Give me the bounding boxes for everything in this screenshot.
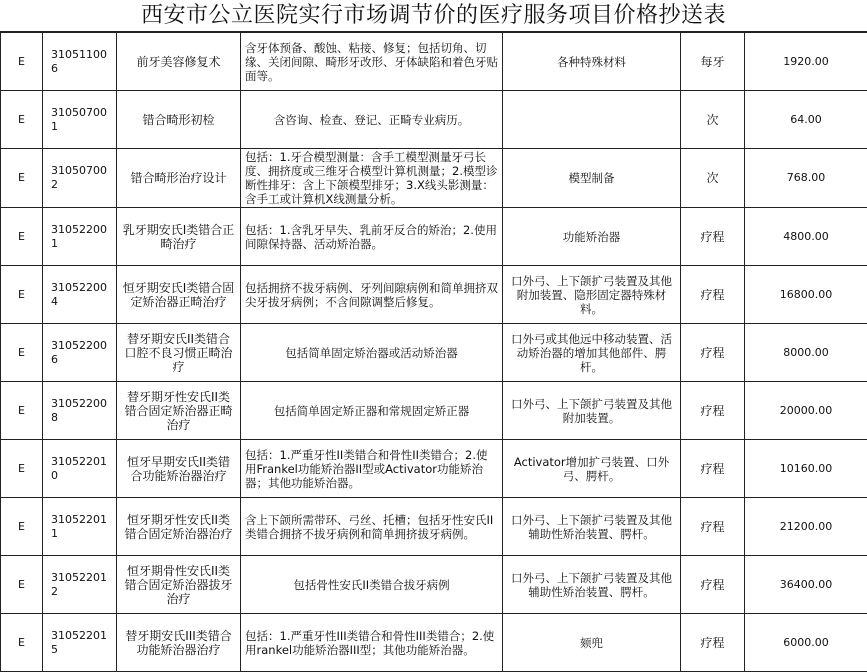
- item-code-cell: 310522006: [43, 324, 117, 382]
- unit-cell: 每牙: [681, 33, 745, 91]
- table-row: [1, 556, 867, 614]
- item-content-cell: 包括简单固定矫治器或活动矫治器: [241, 324, 503, 382]
- exceptions-cell: 口外弓、上下颌扩弓装置及其他辅助性矫治装置、腭杆。: [503, 498, 681, 556]
- item-code-cell: 310511006: [43, 33, 117, 91]
- item-name-cell: 错合畸形初检: [117, 91, 241, 149]
- item-name-cell: 恒牙早期安氏II类错合功能矫治器治疗: [117, 440, 241, 498]
- exceptions-cell: 口外弓、上下颌扩弓装置及其他附加装置、隐形固定器特殊材料。: [503, 266, 681, 324]
- unit-cell: 次: [681, 149, 745, 208]
- price-cell: 6000.00: [745, 614, 867, 672]
- price-cell: 10160.00: [745, 440, 867, 498]
- unit-cell: 疗程: [681, 266, 745, 324]
- exceptions-cell: [503, 91, 681, 149]
- item-code-cell: 310522012: [43, 556, 117, 614]
- category-cell: E: [1, 33, 43, 91]
- item-content-cell: 含上下颌所需带环、弓丝、托槽；包括牙性安氏II类错合拥挤不拔牙病例和简单拥挤拔牙病例。: [241, 498, 503, 556]
- item-content-cell: 包括拥挤不拔牙病例、牙列间隙病例和简单拥挤双尖牙拔牙病例；不含间隙调整后修复。: [241, 266, 503, 324]
- category-cell: E: [1, 324, 43, 382]
- item-name-cell: 前牙美容修复术: [117, 33, 241, 91]
- item-code-cell: 310522001: [43, 208, 117, 266]
- item-content-cell: 含咨询、检查、登记、正畸专业病历。: [241, 91, 503, 149]
- unit-cell: 疗程: [681, 208, 745, 266]
- item-name-cell: 乳牙期安氏I类错合正畸治疗: [117, 208, 241, 266]
- item-code-cell: 310522010: [43, 440, 117, 498]
- table-row: [1, 208, 867, 266]
- item-name-cell: 替牙期安氏III类错合功能矫治器治疗: [117, 614, 241, 672]
- table-row: [1, 149, 867, 208]
- exceptions-cell: 口外弓或其他远中移动装置、活动矫治器的增加其他部件、腭杆。: [503, 324, 681, 382]
- category-cell: E: [1, 91, 43, 149]
- category-cell: E: [1, 149, 43, 208]
- item-content-cell: 包括：1.牙合模型测量：含手工模型测量牙弓长度、拥挤度或三维牙合模型计算机测量；2.模型诊断性排牙：含上下颌模型排牙；3.X线头影测量：含手工或计算机X线测量分析。: [241, 149, 503, 208]
- item-name-cell: 恒牙期安氏I类错合固定矫治器正畸治疗: [117, 266, 241, 324]
- price-cell: 16800.00: [745, 266, 867, 324]
- category-cell: E: [1, 614, 43, 672]
- category-cell: E: [1, 266, 43, 324]
- item-code-cell: 310507002: [43, 149, 117, 208]
- table-row: [1, 614, 867, 672]
- exceptions-cell: 颏兜: [503, 614, 681, 672]
- item-content-cell: 含牙体预备、酸蚀、粘接、修复；包括切角、切缘、关闭间隙、畸形牙改形、牙体缺陷和着色牙贴面等。: [241, 33, 503, 91]
- price-table: [0, 32, 867, 672]
- price-cell: 20000.00: [745, 382, 867, 440]
- category-cell: E: [1, 498, 43, 556]
- item-code-cell: 310507001: [43, 91, 117, 149]
- item-name-cell: 替牙期安氏II类错合口腔不良习惯正畸治疗: [117, 324, 241, 382]
- table-row: [1, 266, 867, 324]
- unit-cell: 疗程: [681, 324, 745, 382]
- item-code-cell: 310522015: [43, 614, 117, 672]
- item-name-cell: 替牙期牙性安氏II类错合固定矫治器正畸治疗: [117, 382, 241, 440]
- table-row: [1, 324, 867, 382]
- exceptions-cell: 各种特殊材料: [503, 33, 681, 91]
- item-code-cell: 310522004: [43, 266, 117, 324]
- unit-cell: 疗程: [681, 614, 745, 672]
- unit-cell: 次: [681, 91, 745, 149]
- price-cell: 1920.00: [745, 33, 867, 91]
- item-code-cell: 310522008: [43, 382, 117, 440]
- exceptions-cell: 模型制备: [503, 149, 681, 208]
- price-cell: 64.00: [745, 91, 867, 149]
- price-cell: 768.00: [745, 149, 867, 208]
- table-row: [1, 91, 867, 149]
- price-cell: 21200.00: [745, 498, 867, 556]
- exceptions-cell: Activator增加扩弓装置、口外弓、腭杆。: [503, 440, 681, 498]
- category-cell: E: [1, 382, 43, 440]
- item-code-cell: 310522011: [43, 498, 117, 556]
- table-row: [1, 440, 867, 498]
- category-cell: E: [1, 208, 43, 266]
- item-content-cell: 包括骨性安氏II类错合拔牙病例: [241, 556, 503, 614]
- item-content-cell: 包括：1.严重牙性III类错合和骨性III类错合；2.使用rankel功能矫治器III型；其他功能矫治器。: [241, 614, 503, 672]
- exceptions-cell: 功能矫治器: [503, 208, 681, 266]
- exceptions-cell: 口外弓、上下颌扩弓装置及其他辅助性矫治装置、腭杆。: [503, 556, 681, 614]
- price-cell: 4800.00: [745, 208, 867, 266]
- item-content-cell: 包括：1.严重牙性II类错合和骨性II类错合；2.使用Frankel功能矫治器II型或Activator功能矫治器；其他功能矫治器。: [241, 440, 503, 498]
- exceptions-cell: 口外弓、上下颌扩弓装置及其他附加装置。: [503, 382, 681, 440]
- price-table-body: [1, 33, 867, 672]
- table-row: [1, 33, 867, 91]
- item-name-cell: 恒牙期牙性安氏II类错合固定矫治器治疗: [117, 498, 241, 556]
- unit-cell: 疗程: [681, 382, 745, 440]
- unit-cell: 疗程: [681, 440, 745, 498]
- table-row: [1, 498, 867, 556]
- unit-cell: 疗程: [681, 556, 745, 614]
- price-cell: 8000.00: [745, 324, 867, 382]
- category-cell: E: [1, 556, 43, 614]
- unit-cell: 疗程: [681, 498, 745, 556]
- table-row: [1, 382, 867, 440]
- item-content-cell: 包括简单固定矫正器和常规固定矫正器: [241, 382, 503, 440]
- price-cell: 36400.00: [745, 556, 867, 614]
- document-title: 西安市公立医院实行市场调节价的医疗服务项目价格抄送表: [0, 0, 867, 32]
- item-content-cell: 包括：1.含乳牙早失、乳前牙反合的矫治；2.使用间隙保持器、活动矫治器。: [241, 208, 503, 266]
- item-name-cell: 恒牙期骨性安氏II类错合固定矫治器拔牙治疗: [117, 556, 241, 614]
- category-cell: E: [1, 440, 43, 498]
- item-name-cell: 错合畸形治疗设计: [117, 149, 241, 208]
